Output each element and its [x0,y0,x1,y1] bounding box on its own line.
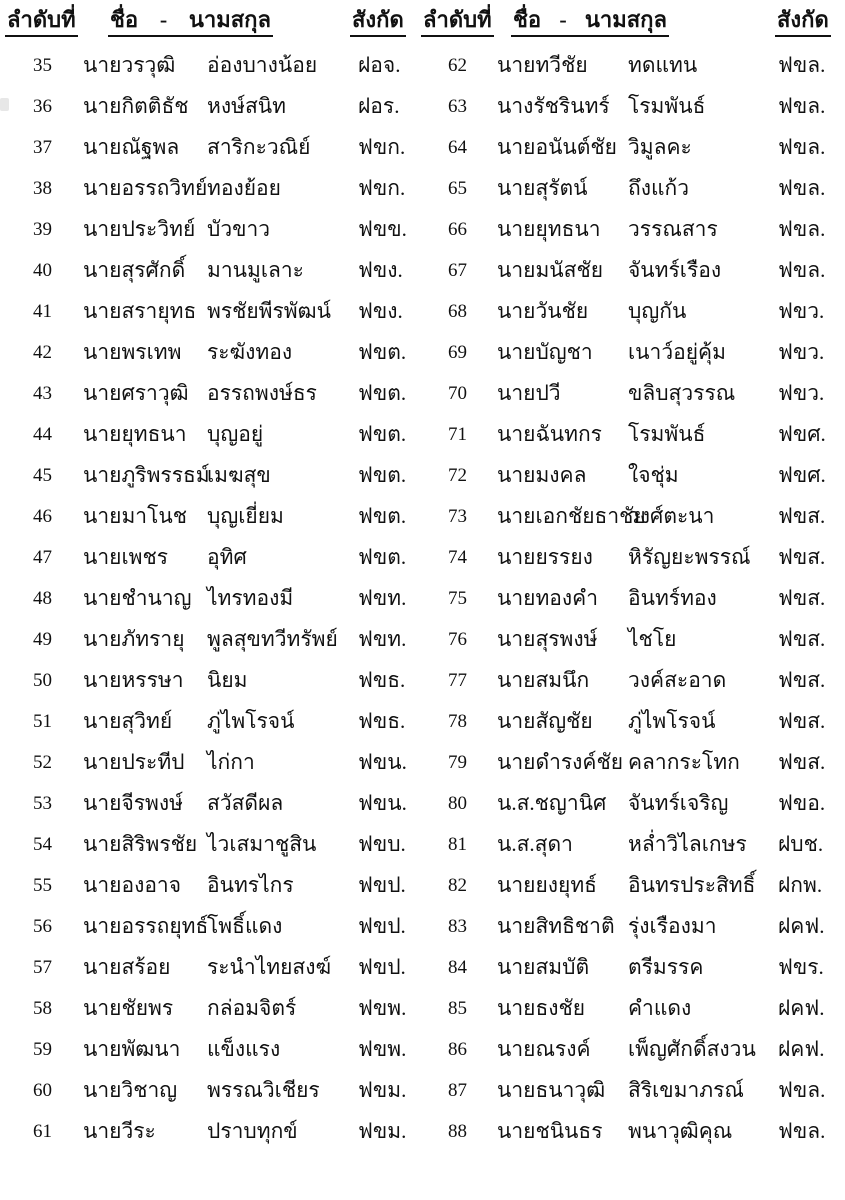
first-name: นายสุรพงษ์ [497,627,598,651]
table-row [0,947,845,988]
affiliation: ฝบช. [778,832,824,856]
affiliation: ฟขป. [358,873,406,897]
header-dash: - [159,7,168,32]
row-number: 38 [33,178,52,199]
affiliation: ฟขต. [358,504,407,528]
surname: หิรัญยะพรรณ์ [628,545,751,569]
table-row [0,619,845,660]
affiliation: ฟขศ. [778,463,826,487]
header-order-number-right: ลำดับที่ [421,6,494,37]
first-name: น.ส.สุดา [497,832,573,856]
first-name: นายมาโนช [83,504,187,528]
first-name: นายบัญชา [497,340,593,364]
first-name: นายฉันทกร [497,422,602,446]
affiliation: ฟขส. [778,709,826,733]
table-row [0,578,845,619]
first-name: นายอนันต์ชัย [497,135,617,159]
row-number: 36 [33,96,52,117]
first-name: นายทองคำ [497,586,599,610]
row-number: 40 [33,260,52,281]
affiliation: ฟขต. [358,381,407,405]
affiliation: ฟขส. [778,750,826,774]
first-name: น.ส.ชญานิศ [497,791,607,815]
affiliation: ฟขว. [778,381,825,405]
affiliation: ฟขธ. [358,709,406,733]
surname: บุญอยู่ [207,422,264,446]
surname: เนาว์อยู่คุ้ม [628,340,726,364]
affiliation: ฟขล. [778,258,826,282]
row-number: 81 [448,834,467,855]
first-name: นายธนาวุฒิ [497,1078,606,1102]
first-name: นายธงชัย [497,996,586,1020]
surname: จันทร์เรือง [628,258,722,282]
first-name: นายภัทรายุ [83,627,185,651]
surname: ภู่ไพโรจน์ [628,709,716,733]
row-number: 64 [448,137,467,158]
surname: ไชโย [628,627,677,651]
affiliation: ฟขล. [778,176,826,200]
affiliation: ฟขล. [778,217,826,241]
row-number: 82 [448,875,467,896]
first-name: นายสัญชัย [497,709,593,733]
row-number: 86 [448,1039,467,1060]
first-name: นายสิริพรชัย [83,832,198,856]
first-name: นายชัยพร [83,996,174,1020]
surname: ถึงแก้ว [628,176,690,200]
row-number: 63 [448,96,467,117]
affiliation: ฟขล. [778,53,826,77]
first-name: นายสมนึก [497,668,590,692]
first-name: นายยงยุทธ์ [497,873,597,897]
row-number: 73 [448,506,467,527]
table-row [0,906,845,947]
surname: แข็งแรง [207,1037,281,1061]
affiliation: ฝคฟ. [778,996,825,1020]
header-surname-label: นามสกุล [188,7,271,32]
affiliation: ฟขส. [778,627,826,651]
affiliation: ฝอจ. [358,53,401,77]
row-number: 74 [448,547,467,568]
first-name: นายหรรษา [83,668,184,692]
surname: มานมูเลาะ [207,258,304,282]
table-row [0,168,845,209]
row-number: 60 [33,1080,52,1101]
row-number: 52 [33,752,52,773]
surname: ทดแทน [628,53,698,77]
first-name: นายภูริพรรธม์ [83,463,210,487]
first-name: นายปวี [497,381,561,405]
table-row [0,250,845,291]
row-number: 50 [33,670,52,691]
affiliation: ฟขบ. [358,832,406,856]
affiliation: ฟขต. [358,545,407,569]
table-row [0,783,845,824]
surname: ไก่กา [207,750,255,774]
surname: วิมูลคะ [628,135,692,159]
row-number: 45 [33,465,52,486]
table-row [0,988,845,1029]
affiliation: ฟขม. [358,1119,407,1143]
table-row [0,414,845,455]
row-number: 80 [448,793,467,814]
surname: สาริกะวณิย์ [207,135,311,159]
affiliation: ฟขท. [358,586,407,610]
first-name: นายสร้อย [83,955,171,979]
row-number: 66 [448,219,467,240]
affiliation: ฟขท. [358,627,407,651]
first-name: นายมงคล [497,463,587,487]
affiliation: ฟขศ. [778,422,826,446]
first-name: นายมนัสชัย [497,258,604,282]
affiliation: ฟขส. [778,668,826,692]
surname: วงศ์ตะนา [628,504,715,528]
first-name: นายสิทธิชาติ [497,914,615,938]
row-number: 56 [33,916,52,937]
affiliation: ฟขว. [778,299,825,323]
surname: นิยม [207,668,248,692]
first-name: นายยุทธนา [83,422,187,446]
row-number: 62 [448,55,467,76]
row-number: 58 [33,998,52,1019]
row-number: 55 [33,875,52,896]
affiliation: ฟขป. [358,914,406,938]
header-name-surname-right [511,6,669,37]
row-number: 54 [33,834,52,855]
first-name: นายอรรถวิทย์ [83,176,208,200]
surname: อ่องบางน้อย [207,53,318,77]
row-number: 84 [448,957,467,978]
first-name: นายกิตติธัช [83,94,189,118]
table-row [0,291,845,332]
affiliation: ฟขต. [358,463,407,487]
surname: ใจชุ่ม [628,463,679,487]
row-number: 39 [33,219,52,240]
affiliation: ฟขง. [358,299,403,323]
row-number: 41 [33,301,52,322]
affiliation: ฟขพ. [358,1037,407,1061]
surname: ตรีมรรค [628,955,704,979]
row-number: 65 [448,178,467,199]
first-name: นายณรงค์ [497,1037,591,1061]
row-number: 53 [33,793,52,814]
table-row [0,86,845,127]
first-name: นายเอกชัยธาชัย [497,504,646,528]
first-name: นายสรายุทธ [83,299,197,323]
row-number: 77 [448,670,467,691]
first-name: นายศราวุฒิ [83,381,189,405]
row-number: 79 [448,752,467,773]
affiliation: ฟขล. [778,1119,826,1143]
table-row [0,496,845,537]
table-row [0,45,845,86]
affiliation: ฝกพ. [778,873,823,897]
table-row [0,1029,845,1070]
first-name: นายวรวุฒิ [83,53,176,77]
surname: กล่อมจิตร์ [207,996,297,1020]
first-name: นายอรรถยุทธ์ [83,914,209,938]
first-name: นายเพชร [83,545,169,569]
surname: บุญเยี่ยม [207,504,284,528]
table-row [0,537,845,578]
surname: เมฆสุข [207,463,271,487]
surname: ภู่ไพโรจน์ [207,709,295,733]
surname: จันทร์เจริญ [628,791,729,815]
surname: คำแดง [628,996,692,1020]
row-number: 35 [33,55,52,76]
first-name: นายวีระ [83,1119,156,1143]
surname: ไวเสมาชูสิน [207,832,317,856]
header-affiliation-right: สังกัด [775,6,831,37]
first-name: นายองอาจ [83,873,182,897]
first-name: นายพรเทพ [83,340,182,364]
affiliation: ฟขน. [358,791,407,815]
row-number: 44 [33,424,52,445]
first-name: นายวิชาญ [83,1078,178,1102]
roster-table-body [0,45,845,1152]
row-number: 78 [448,711,467,732]
header-order-number-left: ลำดับที่ [5,6,78,37]
surname: บัวขาว [207,217,271,241]
surname: วรรณสาร [628,217,718,241]
table-row [0,373,845,414]
surname: เพ็ญศักดิ์สงวน [628,1037,756,1061]
table-row [0,332,845,373]
affiliation: ฝอร. [358,94,400,118]
first-name: นายสมบัติ [497,955,590,979]
first-name: นายวันชัย [497,299,589,323]
surname: พูลสุขทวีทรัพย์ [207,627,338,651]
table-row [0,209,845,250]
first-name: นายยรรยง [497,545,593,569]
affiliation: ฟขส. [778,504,826,528]
surname: พรชัยพีรพัฒน์ [207,299,331,323]
header-dash: - [559,7,567,32]
first-name: นายจีรพงษ์ [83,791,183,815]
affiliation: ฟขก. [358,135,406,159]
row-number: 69 [448,342,467,363]
first-name: นายสุรัตน์ [497,176,588,200]
surname: ระนำไทยสงฆ์ [207,955,332,979]
row-number: 87 [448,1080,467,1101]
surname: อินทร์ทอง [628,586,717,610]
surname: โพธิ์แดง [207,914,283,938]
row-number: 61 [33,1121,52,1142]
first-name: นางรัชรินทร์ [497,94,610,118]
affiliation: ฟขน. [358,750,407,774]
surname: หงษ์สนิท [207,94,286,118]
surname: ระฆังทอง [207,340,293,364]
row-number: 57 [33,957,52,978]
row-number: 85 [448,998,467,1019]
first-name: นายชำนาญ [83,586,192,610]
row-number: 67 [448,260,467,281]
row-number: 49 [33,629,52,650]
table-row [0,1111,845,1152]
header-name-surname-left [108,6,273,37]
table-row [0,455,845,496]
affiliation: ฝคฟ. [778,1037,825,1061]
header-first-name-label: ชื่อ [110,7,139,32]
first-name: นายพัฒนา [83,1037,181,1061]
table-row [0,824,845,865]
surname: อุทิศ [207,545,247,569]
row-number: 47 [33,547,52,568]
row-number: 83 [448,916,467,937]
surname: อรรถพงษ์ธร [207,381,317,405]
table-row [0,742,845,783]
row-number: 46 [33,506,52,527]
row-number: 37 [33,137,52,158]
first-name: นายดำรงค์ชัย [497,750,624,774]
table-row [0,660,845,701]
surname: สิริเขมาภรณ์ [628,1078,744,1102]
surname: อินทรไกร [207,873,294,897]
affiliation: ฟขข. [358,217,407,241]
first-name: นายประวิทย์ [83,217,196,241]
affiliation: ฟขส. [778,586,826,610]
table-row [0,701,845,742]
surname: ปราบทุกข์ [207,1119,298,1143]
row-number: 75 [448,588,467,609]
affiliation: ฟขล. [778,135,826,159]
affiliation: ฟขอ. [778,791,826,815]
row-number: 43 [33,383,52,404]
row-number: 71 [448,424,467,445]
row-number: 48 [33,588,52,609]
surname: สวัสดีผล [207,791,284,815]
row-number: 76 [448,629,467,650]
row-number: 70 [448,383,467,404]
table-row [0,1070,845,1111]
first-name: นายยุทธนา [497,217,601,241]
table-row [0,865,845,906]
surname: โรมพันธ์ [628,422,706,446]
row-number: 51 [33,711,52,732]
header-first-name-label: ชื่อ [513,7,542,32]
table-row [0,127,845,168]
surname: บุญกัน [628,299,687,323]
first-name: นายประทีป [83,750,185,774]
first-name: นายณัฐพล [83,135,180,159]
first-name: นายชนินธร [497,1119,603,1143]
header-surname-label: นามสกุล [584,7,667,32]
surname: รุ่งเรืองมา [628,914,717,938]
affiliation: ฟขพ. [358,996,407,1020]
affiliation: ฝคฟ. [778,914,825,938]
affiliation: ฟขล. [778,94,826,118]
surname: โรมพันธ์ [628,94,706,118]
affiliation: ฟขส. [778,545,826,569]
affiliation: ฟขว. [778,340,825,364]
affiliation: ฟขต. [358,422,407,446]
affiliation: ฟขป. [358,955,406,979]
row-number: 72 [448,465,467,486]
first-name: นายสุรศักดิ์ [83,258,186,282]
first-name: นายทวีชัย [497,53,588,77]
affiliation: ฟขธ. [358,668,406,692]
affiliation: ฟขง. [358,258,403,282]
surname: ทองย้อย [207,176,281,200]
row-number: 42 [33,342,52,363]
affiliation: ฟขก. [358,176,406,200]
first-name: นายสุวิทย์ [83,709,173,733]
surname: พรรณวิเชียร [207,1078,320,1102]
row-number: 88 [448,1121,467,1142]
affiliation: ฟขร. [778,955,824,979]
row-number: 59 [33,1039,52,1060]
surname: พนาวุฒิคุณ [628,1119,733,1143]
affiliation: ฟขม. [358,1078,407,1102]
affiliation: ฟขต. [358,340,407,364]
affiliation: ฟขล. [778,1078,826,1102]
surname: คลากระโทก [628,750,740,774]
header-affiliation-left: สังกัด [350,6,406,37]
surname: หล่ำวิไลเกษร [628,832,747,856]
surname: วงค์สะอาด [628,668,727,692]
surname: ไทรทองมี [207,586,294,610]
row-number: 68 [448,301,467,322]
surname: ขลิบสุวรรณ [628,381,736,405]
surname: อินทรประสิทธิ์ [628,873,756,897]
